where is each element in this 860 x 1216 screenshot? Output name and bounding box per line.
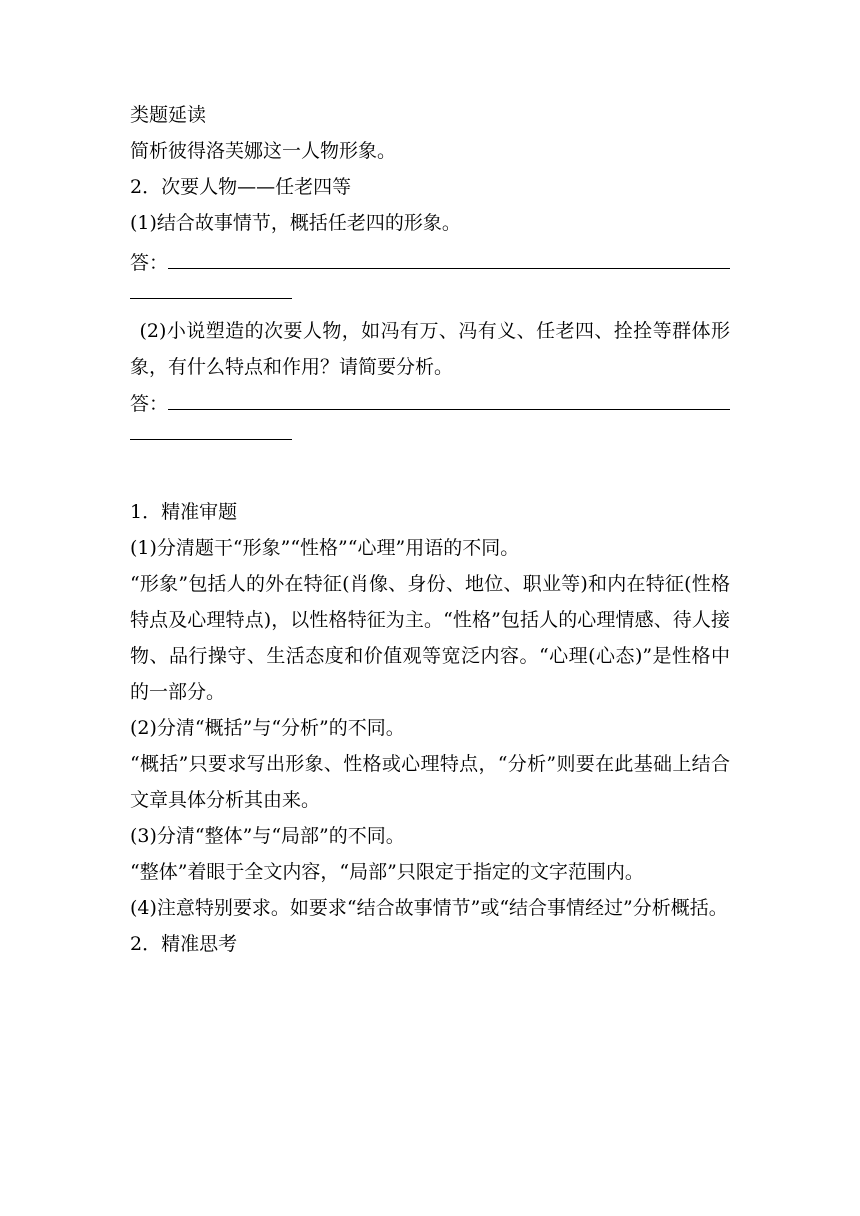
answer-label: 答：	[130, 252, 169, 274]
answer-label: 答：	[130, 393, 169, 415]
guide-heading-2: 2．精准思考	[130, 933, 238, 955]
guide-paragraph: (3)分清“整体”与“局部”的不同。	[130, 825, 405, 847]
section-gap	[130, 454, 730, 494]
sub-question-1: (1)结合故事情节，概括任老四的形象。	[130, 212, 461, 234]
answer-rule-continued	[130, 421, 292, 440]
question-prompt: 简析彼得洛芙娜这一人物形象。	[130, 140, 397, 162]
guide-paragraph: (1)分清题干“形象”“性格”“心理”用语的不同。	[130, 537, 520, 559]
guide-paragraph: “概括”只要求写出形象、性格或心理特点，“分析”则要在此基础上结合文章具体分析其由来。	[130, 753, 730, 811]
guide-paragraph: (2)分清“概括”与“分析”的不同。	[130, 717, 405, 739]
guide-paragraph: “整体”着眼于全文内容，“局部”只限定于指定的文字范围内。	[130, 861, 644, 883]
answer-rule-continued	[130, 280, 292, 299]
answer-rule	[168, 267, 730, 269]
section-heading: 类题延读	[130, 104, 207, 126]
question-heading: 2．次要人物——任老四等	[130, 176, 352, 198]
answer-rule	[168, 408, 730, 410]
guide-heading-1: 1．精准审题	[130, 501, 238, 523]
answer-line-1	[130, 244, 730, 275]
guide-paragraph: (4)注意特别要求。如要求“结合故事情节”或“结合事情经过”分析概括。	[130, 897, 728, 919]
document-page	[130, 100, 730, 962]
answer-line-2	[130, 385, 730, 416]
sub-question-2: (2)小说塑造的次要人物，如冯有万、冯有义、任老四、拴拴等群体形象，有什么特点和作用？请简要分析。	[130, 320, 730, 378]
guide-paragraph: “形象”包括人的外在特征(肖像、身份、地位、职业等)和内在特征(性格特点及心理特点)，以性格特征为主。“性格”包括人的心理情感、待人接物、品行操守、生活态度和价值观等宽泛内容。“心理(心态)”是性格中的一部分。	[130, 573, 730, 703]
